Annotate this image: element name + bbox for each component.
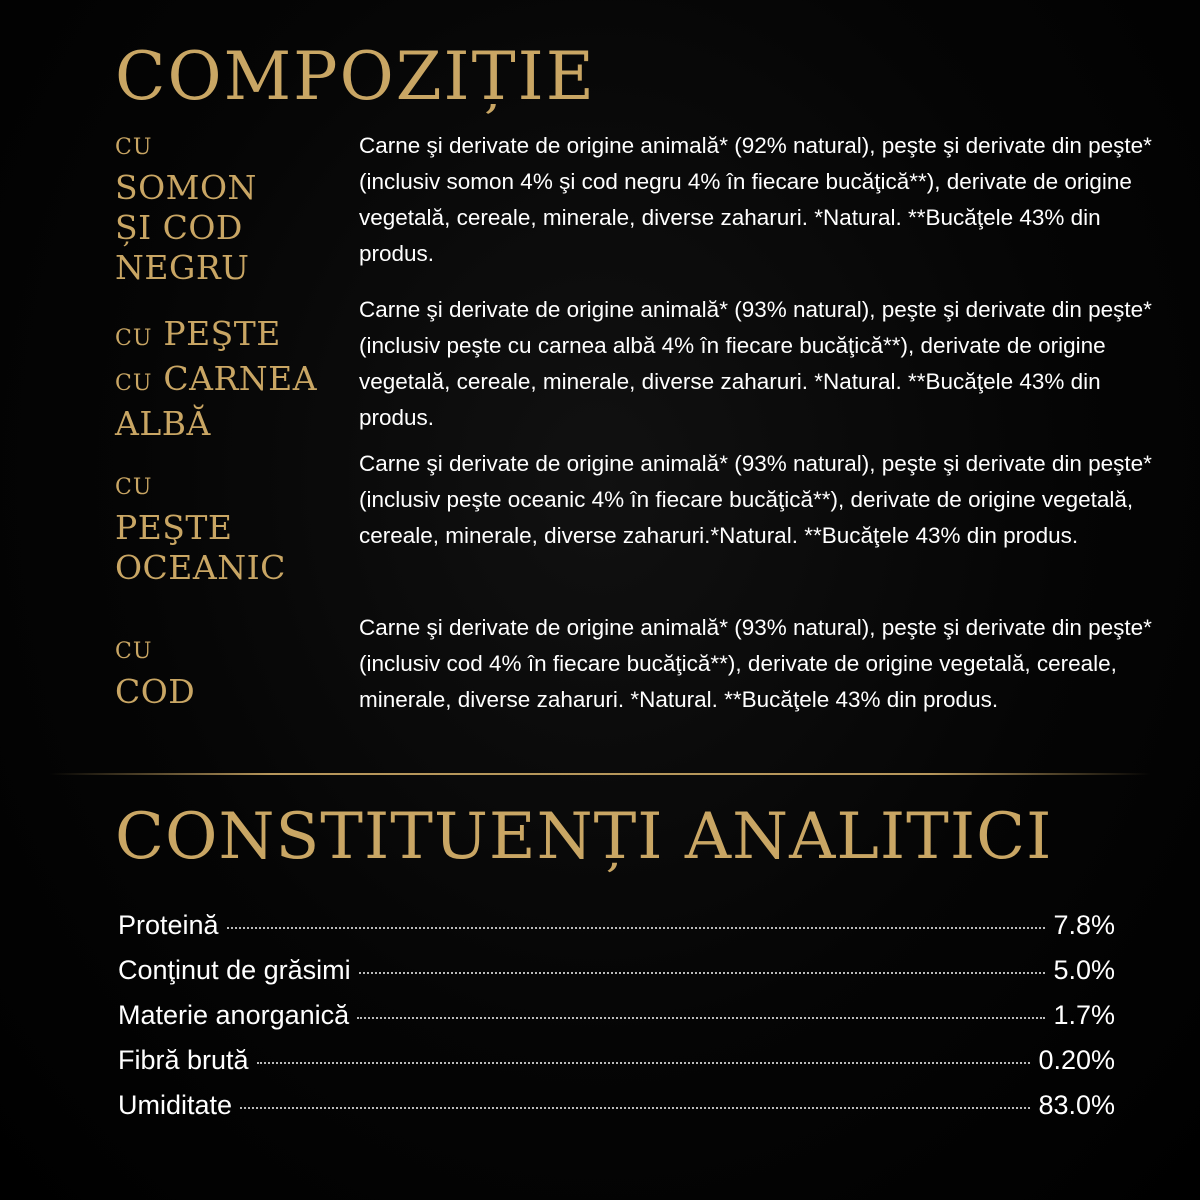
analytics-row xyxy=(118,1000,1115,1045)
variant-name-line: CU xyxy=(115,639,153,664)
analytics-value: 7.8% xyxy=(1053,910,1115,940)
variant-name-line: SOMON xyxy=(115,168,257,207)
variant-name-line: PEŞTE xyxy=(115,508,233,547)
variant-name-line: ȘI COD xyxy=(115,208,243,247)
analytics-value: 5.0% xyxy=(1053,955,1115,985)
dot-leader xyxy=(257,1062,1031,1064)
dot-leader xyxy=(357,1017,1045,1019)
variant-composition-text: Carne şi derivate de origine animală* (93% natural), peşte şi derivate din peşte* (inclusiv peşte oceanic 4% în fiecare bucăţică**), derivate de origine vegetală, cereale, minerale, diverse zaharuri.*Natural. **Bucăţele 43% din produs. xyxy=(359,451,1152,548)
variant-name xyxy=(115,314,345,444)
variant-name-line: OCEANIC xyxy=(115,548,286,587)
variant-name-line: CU xyxy=(115,475,153,500)
analytics-row xyxy=(118,1090,1115,1135)
analytics-value: 1.7% xyxy=(1053,1000,1115,1030)
analytics-value: 0.20% xyxy=(1038,1045,1115,1075)
variant-peste-carnea-alba xyxy=(115,292,1200,442)
analytics-label: Umiditate xyxy=(118,1090,233,1120)
dot-leader xyxy=(359,972,1046,974)
variant-composition-text: Carne şi derivate de origine animală* (93% natural), peşte şi derivate din peşte* (inclusiv cod 4% în fiecare bucăţică**), derivate de origine vegetală, cereale, minerale, diverse zaharuri. *Natural. **Bucăţele 43% din produs. xyxy=(359,615,1152,712)
variant-name-word: PEŞTE xyxy=(163,314,281,353)
analytics-label: Fibră brută xyxy=(118,1045,249,1075)
analytics-label: Materie anorganică xyxy=(118,1000,350,1030)
analytics-label: Proteină xyxy=(118,910,219,940)
variant-name xyxy=(115,468,345,588)
variant-name-line: CU xyxy=(115,135,153,160)
dot-leader xyxy=(227,927,1046,929)
variant-name-line: CU CARNEA xyxy=(115,359,318,398)
variant-name-line: NEGRU xyxy=(115,248,250,287)
composition-title: COMPOZIȚIE xyxy=(115,38,596,115)
analytics-label: Conţinut de grăsimi xyxy=(118,955,351,985)
variant-somon-cod-negru xyxy=(115,128,1200,288)
variant-peste-oceanic xyxy=(115,446,1200,596)
variant-name xyxy=(115,128,345,288)
variant-name xyxy=(115,632,345,712)
variant-name-word: CARNEA xyxy=(163,359,318,398)
analytics-row xyxy=(118,1045,1115,1090)
variant-composition-text: Carne şi derivate de origine animală* (93% natural), peşte şi derivate din peşte* (inclusiv peşte cu carnea albă 4% în fiecare bucăţică**), derivate de origine vegetală, cereale, minerale, diverse zaharuri. *Natural. **Bucăţele 43% din produs. xyxy=(359,297,1152,430)
variant-composition-text: Carne şi derivate de origine animală* (92% natural), peşte şi derivate din peşte* (inclusiv somon 4% şi cod negru 4% în fiecare bucăţică**), derivate de origine vegetală, cereale, minerale, diverse zaharuri. *Natural. **Bucăţele 43% din produs. xyxy=(359,133,1152,266)
variant-name-line: CU PEŞTE xyxy=(115,314,281,353)
analytical-constituents-title: CONSTITUENȚI ANALITICI xyxy=(115,800,1053,874)
dot-leader xyxy=(240,1107,1030,1109)
variant-cod xyxy=(115,610,1200,760)
analytics-row xyxy=(118,910,1115,955)
analytics-row xyxy=(118,955,1115,1000)
variant-name-line: COD xyxy=(115,672,196,711)
analytics-value: 83.0% xyxy=(1038,1090,1115,1120)
analytical-constituents-list xyxy=(118,910,1115,1135)
section-divider xyxy=(50,773,1150,775)
variant-name-line: ALBĂ xyxy=(115,404,211,443)
